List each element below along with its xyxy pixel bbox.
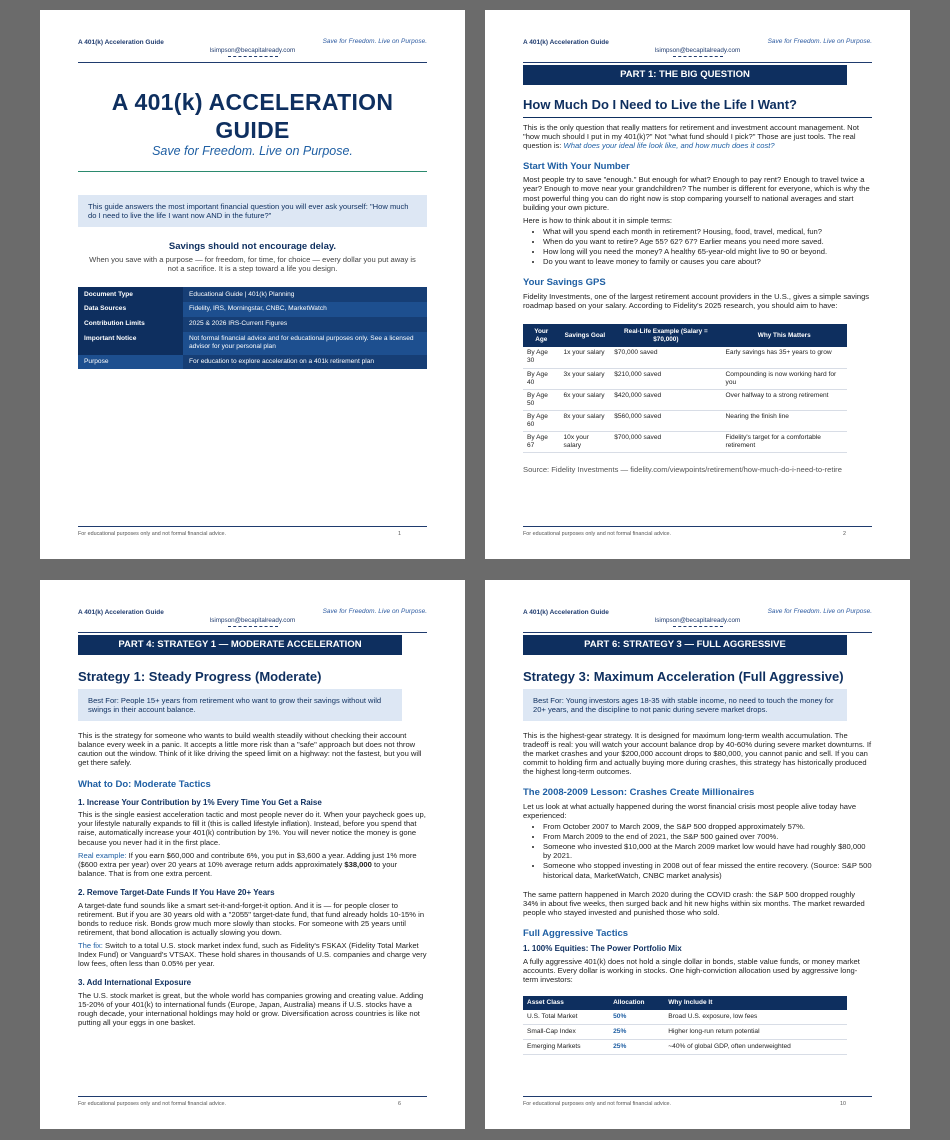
section-heading: Full Aggressive Tactics [523, 927, 629, 939]
table-row-cell: 50% [609, 1010, 664, 1024]
table-row [523, 1010, 847, 1024]
table-row-cell: Small-Cap Index [523, 1024, 609, 1039]
table-row-cell: Document Type [78, 287, 183, 302]
table-row-cell: Data Sources [78, 302, 183, 317]
table-row [78, 332, 427, 355]
page-2 [485, 10, 910, 559]
section-heading: Start With Your Number [523, 160, 630, 172]
part-banner: PART 6: STRATEGY 3 — FULL AGGRESSIVE [523, 635, 847, 655]
page-number: 1 [398, 530, 401, 537]
part-banner: PART 4: STRATEGY 1 — MODERATE ACCELERATION [78, 635, 402, 655]
table-row-cell: Purpose [78, 355, 183, 370]
table-row [78, 317, 427, 332]
page-number: 2 [843, 530, 846, 537]
list-item: • Someone who invested $10,000 at the March 2009 market low would have had roughly $80,000 by 2021. [543, 842, 872, 860]
table-row-cell: Early savings has 35+ years to grow [722, 347, 847, 368]
page-heading: How Much Do I Need to Live the Life I Want? [523, 97, 872, 118]
paragraph: Most people try to save "enough." But enough for what? Enough to pay rent? Enough to travel twice a year? Enough to move near your grandchildren? The number is different for everyone, which is why the most powerful thing you can do right now is stop comparing yourself to national averages and start building your own picture. [523, 175, 870, 212]
table-row-cell: ~40% of global GDP, often underweighted [664, 1039, 847, 1054]
table-row-cell: 25% [609, 1039, 664, 1054]
page-footer: For educational purposes only and not formal financial advice. 10 [523, 1096, 872, 1107]
table-row-cell: 3x your salary [560, 368, 611, 389]
header-email[interactable]: lsimpson@becapitalready.com [523, 617, 872, 627]
column-header: Allocation [609, 996, 664, 1010]
table-row-cell: Educational Guide | 401(k) Planning [189, 290, 295, 298]
paragraph: Fidelity Investments, one of the largest retirement account providers in the U.S., gives a simple savings roadmap based on your salary. According to Fidelity's 2025 research, you should aim to have: [523, 291, 870, 310]
bullet-list [543, 822, 872, 880]
fix-paragraph: The fix: Switch to a total U.S. stock market index fund, such as Fidelity's FSKAX (Fidelity Total Market Index Fund) or Vanguard's VTSAX. These hold shares in thousands of U.S. companies and charge very low fees, often less than 0.05% per year. [78, 941, 427, 969]
list-item: • Do you want to leave money to family or causes you care about? [543, 257, 872, 266]
table-row-cell: $420,000 saved [610, 389, 721, 410]
table-row-cell: By Age 50 [523, 389, 560, 410]
page-heading: Strategy 1: Steady Progress (Moderate) [78, 669, 322, 684]
header-tagline: Save for Freedom. Live on Purpose. [322, 38, 427, 45]
divider [78, 171, 427, 172]
table-row-cell: $560,000 saved [610, 410, 721, 431]
page-footer: For educational purposes only and not formal financial advice. 1 [78, 526, 427, 537]
section-heading: Your Savings GPS [523, 277, 606, 289]
paragraph: A target-date fund sounds like a smart set-it-and-forget-it option. And it is — for people closer to retirement. But if you are 30 years old with a "2055" target-date fund, that fund already holds 10-15% in bonds to reduce risk. Bonds grow much more slowly than stocks. For someone with 25 years until retirement, that bond allocation is actually slowing you down. [78, 900, 425, 937]
intro-text: When you save with a purpose — for freedom, for time, for choice — every dollar you put away is not a sacrifice. It is a step toward a life you design. [89, 254, 416, 273]
example-paragraph: Real example: If you earn $60,000 and contribute 6%, you put in $3,600 a year. Adding just 1% more ($600 extra per year) over 20 years at 10% average return adds approximately $38,000 to your balance. That is from one extra percent. [78, 850, 417, 878]
column-header: Savings Goal [560, 324, 611, 347]
header-title: A 401(k) Acceleration Guide [523, 39, 609, 46]
table-row-cell: By Age 67 [523, 431, 560, 452]
cover-subtitle: Save for Freedom. Live on Purpose. [152, 144, 353, 159]
table-row-cell: By Age 30 [523, 347, 560, 368]
table-row-cell: 25% [609, 1024, 664, 1039]
best-for-callout: Best For: People 15+ years from retirement who want to grow their savings without wild swings in their account balance. [78, 689, 402, 721]
page-number: 10 [840, 1100, 846, 1107]
column-header: Your Age [523, 324, 560, 347]
table-row-cell: 1x your salary [560, 347, 611, 368]
header-title: A 401(k) Acceleration Guide [78, 609, 164, 616]
table-row-cell: Fidelity, IRS, Morningstar, CNBC, MarketWatch [189, 305, 327, 313]
table-row-cell: 8x your salary [560, 410, 611, 431]
list-item: • From October 2007 to March 2009, the S&P 500 dropped approximately 57%. [543, 822, 872, 831]
page-header [78, 37, 427, 63]
table-row-cell: By Age 60 [523, 410, 560, 431]
table-row-cell: Not formal financial advice and for educational purposes only. See a licensed advisor for your personal plan [189, 335, 414, 351]
table-row-cell: 10x your salary [560, 431, 611, 452]
table-row-cell: By Age 40 [523, 368, 560, 389]
table-row-cell: Nearing the finish line [722, 410, 847, 431]
table-row [78, 355, 427, 370]
allocation-table [523, 996, 847, 1055]
best-for-callout: Best For: Young investors ages 18-35 with stable income, no need to touch the money for 20+ years, and the discipline to not panic during severe market drops. [523, 689, 847, 721]
source-note: Source: Fidelity Investments — fidelity.com/viewpoints/retirement/how-much-do-i-need-to-retire [523, 464, 842, 474]
column-header: Real-Life Example (Salary = $70,000) [610, 324, 721, 347]
list-item: • When do you want to retire? Age 55? 62? 67? Earlier means you need more saved. [543, 237, 872, 246]
paragraph: The U.S. stock market is great, but the whole world has companies growing and creating value. Adding 15-20% of your 401(k) to international funds (Europe, Japan, Australia) means if U.S. stocks have a rough decade, your international holdings may hold or grow. Diversification across countries is like not putting all your eggs in one basket. [78, 990, 424, 1028]
header-title: A 401(k) Acceleration Guide [523, 609, 609, 616]
table-row-cell: Broad U.S. exposure, low fees [664, 1010, 847, 1024]
table-row-cell: Important Notice [78, 332, 183, 355]
page-header [78, 607, 427, 633]
header-email[interactable]: lsimpson@becapitalready.com [523, 47, 872, 57]
part-banner: PART 1: THE BIG QUESTION [523, 65, 847, 85]
paragraph: Here is how to think about it in simple terms: [523, 215, 672, 225]
list-item: • From March 2009 to the end of 2021, the S&P 500 gained over 700%. [543, 832, 872, 841]
bullet-list [543, 227, 872, 266]
table-row [523, 347, 847, 368]
header-tagline: Save for Freedom. Live on Purpose. [767, 608, 872, 615]
table-row [523, 410, 847, 431]
table-row-cell: Fidelity's target for a comfortable retirement [722, 431, 847, 452]
table-row-cell: For education to explore acceleration on a 401k retirement plan [189, 358, 375, 366]
page-6 [40, 580, 465, 1129]
paragraph: Let us look at what actually happened during the worst financial crisis most people alive today have experienced: [523, 801, 857, 820]
savings-gps-table [523, 324, 847, 453]
intro-paragraph: This is the highest-gear strategy. It is designed for maximum long-term wealth accumulation. The tradeoff is real: you will watch your account balance drop by 40-60% during severe market downturns. If the market crashes and your $200,000 account drops to $80,000, you cannot panic and sell. If you can commit to holding firm and actually buying more during crashes, this strategy has historically produced the highest long-term outcomes. [523, 730, 872, 777]
header-title: A 401(k) Acceleration Guide [78, 39, 164, 46]
intro-paragraph: This is the only question that really matters for retirement and investment account management. Not "how much should I put in my 401(k)?" Not "what fund should I pick?" Those are just tools. The real question is: What does your ideal life look like, and how much does it cost? [523, 122, 859, 150]
table-row-cell: Emerging Markets [523, 1039, 609, 1054]
table-row-cell: Contribution Limits [78, 317, 183, 332]
column-header: Why Include It [664, 996, 847, 1010]
table-row-cell: $70,000 saved [610, 347, 721, 368]
paragraph: The same pattern happened in March 2020 during the COVID crash: the S&P 500 dropped roughly 34% in about five weeks, then surged back and hit new highs within six months. The market rewarded people who stayed invested and punished those who sold. [523, 889, 865, 917]
table-row [78, 287, 427, 302]
document-meta-table [78, 287, 427, 369]
section-heading: What to Do: Moderate Tactics [78, 779, 211, 791]
list-item: • Someone who stopped investing in 2008 out of fear missed the entire recovery. (Source: S&P 500 historical data, MarketWatch, CNBC market analysis) [543, 861, 872, 879]
list-item: • What will you spend each month in retirement? Housing, food, travel, medical, fun? [543, 227, 872, 236]
table-row [523, 389, 847, 410]
tactic-heading: 3. Add International Exposure [78, 978, 192, 988]
table-row [78, 302, 427, 317]
paragraph: A fully aggressive 401(k) does not hold a single dollar in bonds, stable value funds, or money market accounts. Every dollar is working in stocks. One high-conviction allocation used by aggressive long-term investors: [523, 956, 860, 985]
table-row-cell: $210,000 saved [610, 368, 721, 389]
header-email[interactable]: lsimpson@becapitalready.com [78, 617, 427, 627]
table-row-cell: Higher long-run return potential [664, 1024, 847, 1039]
cover-title: A 401(k) ACCELERATION GUIDE [111, 89, 394, 143]
table-row [523, 431, 847, 452]
page-header [523, 37, 872, 63]
table-row-cell: U.S. Total Market [523, 1010, 609, 1024]
header-tagline: Save for Freedom. Live on Purpose. [322, 608, 427, 615]
column-header: Why This Matters [722, 324, 847, 347]
table-row [523, 1039, 847, 1054]
column-header: Asset Class [523, 996, 609, 1010]
table-row [523, 368, 847, 389]
table-row-cell: $700,000 saved [610, 431, 721, 452]
page-footer: For educational purposes only and not formal financial advice. 6 [78, 1096, 427, 1107]
page-heading: Strategy 3: Maximum Acceleration (Full Aggressive) [523, 669, 844, 684]
intro-callout: This guide answers the most important financial question you will ever ask yourself: "How much do I need to live the life I want now AND in the future?" [78, 195, 427, 227]
page-number: 6 [398, 1100, 401, 1107]
list-item: • How long will you need the money? A healthy 65-year-old might live to 90 or beyond. [543, 247, 872, 256]
page-header [523, 607, 872, 633]
section-heading: The 2008-2009 Lesson: Crashes Create Millionaires [523, 787, 755, 799]
tactic-heading: 1. 100% Equities: The Power Portfolio Mix [523, 944, 682, 954]
table-row-cell: 2025 & 2026 IRS-Current Figures [189, 320, 288, 328]
page-footer: For educational purposes only and not formal financial advice. 2 [523, 526, 872, 537]
header-email[interactable]: lsimpson@becapitalready.com [78, 47, 427, 57]
header-tagline: Save for Freedom. Live on Purpose. [767, 38, 872, 45]
table-row [523, 1024, 847, 1039]
paragraph: This is the single easiest acceleration tactic and most people never do it. When your paycheck goes up, your lifestyle naturally expands to fill it (this is called lifestyle inflation). Instead, before you spend that raise, automatically increase your 401(k) contribution by 1%. You will never notice the money is gone because you never had it in the first place. [78, 810, 426, 847]
page-10 [485, 580, 910, 1129]
page-1 [40, 10, 465, 559]
section-heading: Savings should not encourage delay. [168, 241, 337, 253]
table-row-cell: Compounding is now working hard for you [722, 368, 847, 389]
tactic-heading: 2. Remove Target-Date Funds If You Have 20+ Years [78, 888, 275, 897]
tactic-heading: 1. Increase Your Contribution by 1% Every Time You Get a Raise [78, 797, 322, 807]
intro-paragraph: This is the strategy for someone who wants to build wealth steadily without checking their account balance every week in a panic. It accepts a little more risk than a "safe" approach but does not throw caution out the window. Think of it like driving the speed limit on a highway: not the fastest, but you will get there safely. [78, 730, 422, 768]
table-row-cell: Over halfway to a strong retirement [722, 389, 847, 410]
table-row-cell: 6x your salary [560, 389, 611, 410]
